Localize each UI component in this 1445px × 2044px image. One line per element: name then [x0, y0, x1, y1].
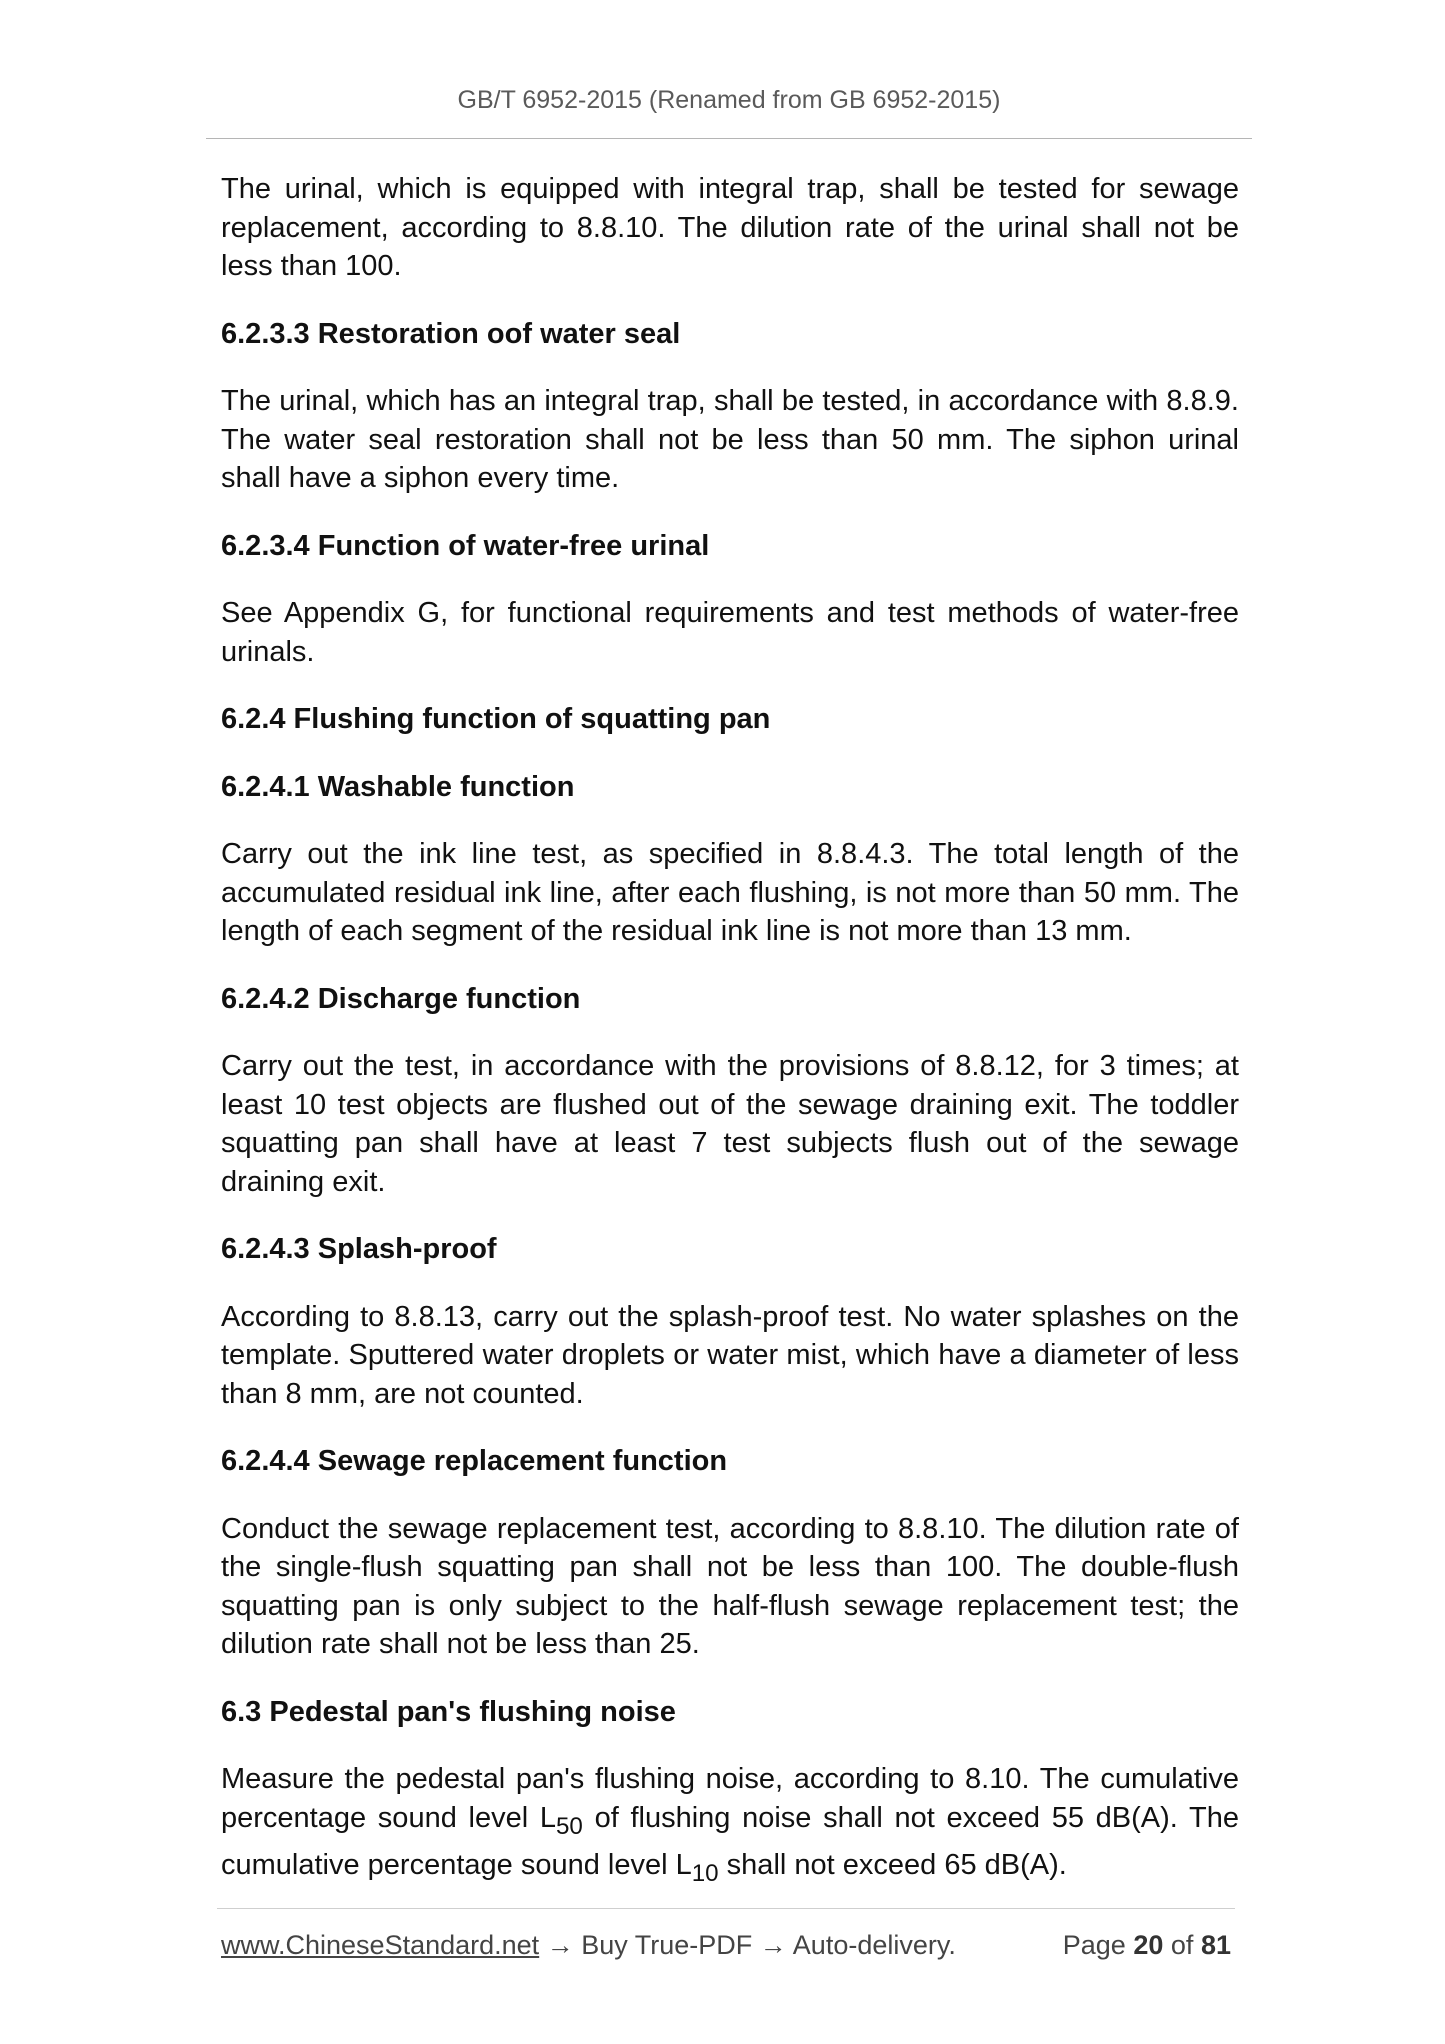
buy-true-pdf-text: Buy True-PDF [581, 1930, 753, 1960]
section-6-3-heading: 6.3 Pedestal pan's flushing noise [221, 1695, 676, 1728]
page-indicator [1063, 1930, 1231, 1961]
section-6-2-3-4-heading: 6.2.3.4 Function of water-free urinal [221, 529, 710, 562]
flushing-noise-text-part3: shall not exceed 65 dB(A). [718, 1848, 1067, 1881]
l10-subscript: 10 [691, 1859, 719, 1887]
section-6-2-4-1-heading: 6.2.4.1 Washable function [221, 770, 575, 803]
header-divider [206, 138, 1252, 139]
flushing-noise-text-part2: of flushing noise shall not exceed 55 dB(A). The cumulative percentage sound level L [221, 1801, 1239, 1881]
flushing-noise-paragraph [221, 1760, 1239, 1893]
section-6-2-4-heading: 6.2.4 Flushing function of squatting pan [221, 703, 771, 735]
page-footer [221, 1930, 1231, 1964]
section-6-2-4-2-heading: 6.2.4.2 Discharge function [221, 982, 581, 1015]
l50-subscript: 50 [556, 1812, 583, 1840]
water-free-urinal-paragraph: See Appendix G, for functional requirements and test methods of water-free urinals. [221, 597, 1239, 668]
splash-proof-paragraph: According to 8.8.13, carry out the splash-proof test. No water splashes on the template. Sputtered water droplets or water mist, which have a diameter of less than 8 mm, are not counted. [221, 1300, 1239, 1410]
section-6-2-4-4-heading: 6.2.4.4 Sewage replacement function [221, 1445, 728, 1477]
washable-function-paragraph: Carry out the ink line test, as specified in 8.8.4.3. The total length of the accumulated residual ink line, after each flushing, is not more than 50 mm. The length of each segment of the residual ink line is not more than 13 mm. [221, 838, 1239, 947]
flushing-noise-text-part1: Measure the pedestal pan's flushing noise, according to 8.10. The cumulative percentage sound level L [221, 1763, 1239, 1834]
footer-promo [221, 1930, 956, 1961]
arrow-right-icon: → [546, 1930, 574, 1960]
footer-divider [217, 1908, 1235, 1909]
arrow-right-icon: → [759, 1930, 787, 1960]
chinese-standard-link[interactable]: www.ChineseStandard.net [221, 1930, 540, 1960]
of-label: of [1170, 1930, 1194, 1960]
section-6-2-3-3-heading: 6.2.3.3 Restoration oof water seal [221, 317, 681, 350]
section-6-2-4-3-heading: 6.2.4.3 Splash-proof [221, 1233, 497, 1265]
page-label: Page [1062, 1930, 1126, 1960]
total-pages-number: 81 [1200, 1930, 1231, 1960]
discharge-function-paragraph: Carry out the test, in accordance with the provisions of 8.8.12, for 3 times; at least 10 test objects are flushed out of the sewage draining exit. The toddler squatting pan shall have at least 7 test subjects flush out of the sewage draining exit. [221, 1050, 1239, 1198]
water-seal-restoration-paragraph: The urinal, which has an integral trap, shall be tested, in accordance with 8.8.9. The water seal restoration shall not be less than 50 mm. The siphon urinal shall have a siphon every time. [221, 385, 1239, 494]
document-header-title: GB/T 6952-2015 (Renamed from GB 6952-2015) [457, 86, 1001, 114]
page-content [221, 170, 1239, 1922]
current-page-number: 20 [1133, 1930, 1164, 1960]
auto-delivery-text: Auto-delivery. [792, 1930, 956, 1960]
sewage-replacement-paragraph: Conduct the sewage replacement test, according to 8.8.10. The dilution rate of the single-flush squatting pan shall not be less than 100. The double-flush squatting pan is only subject to the half-flush sewage replacement test; the dilution rate shall not be less than 25. [221, 1512, 1239, 1660]
urinal-sewage-replacement-paragraph: The urinal, which is equipped with integral trap, shall be tested for sewage replacement, according to 8.8.10. The dilution rate of the urinal shall not be less than 100. [221, 173, 1239, 282]
